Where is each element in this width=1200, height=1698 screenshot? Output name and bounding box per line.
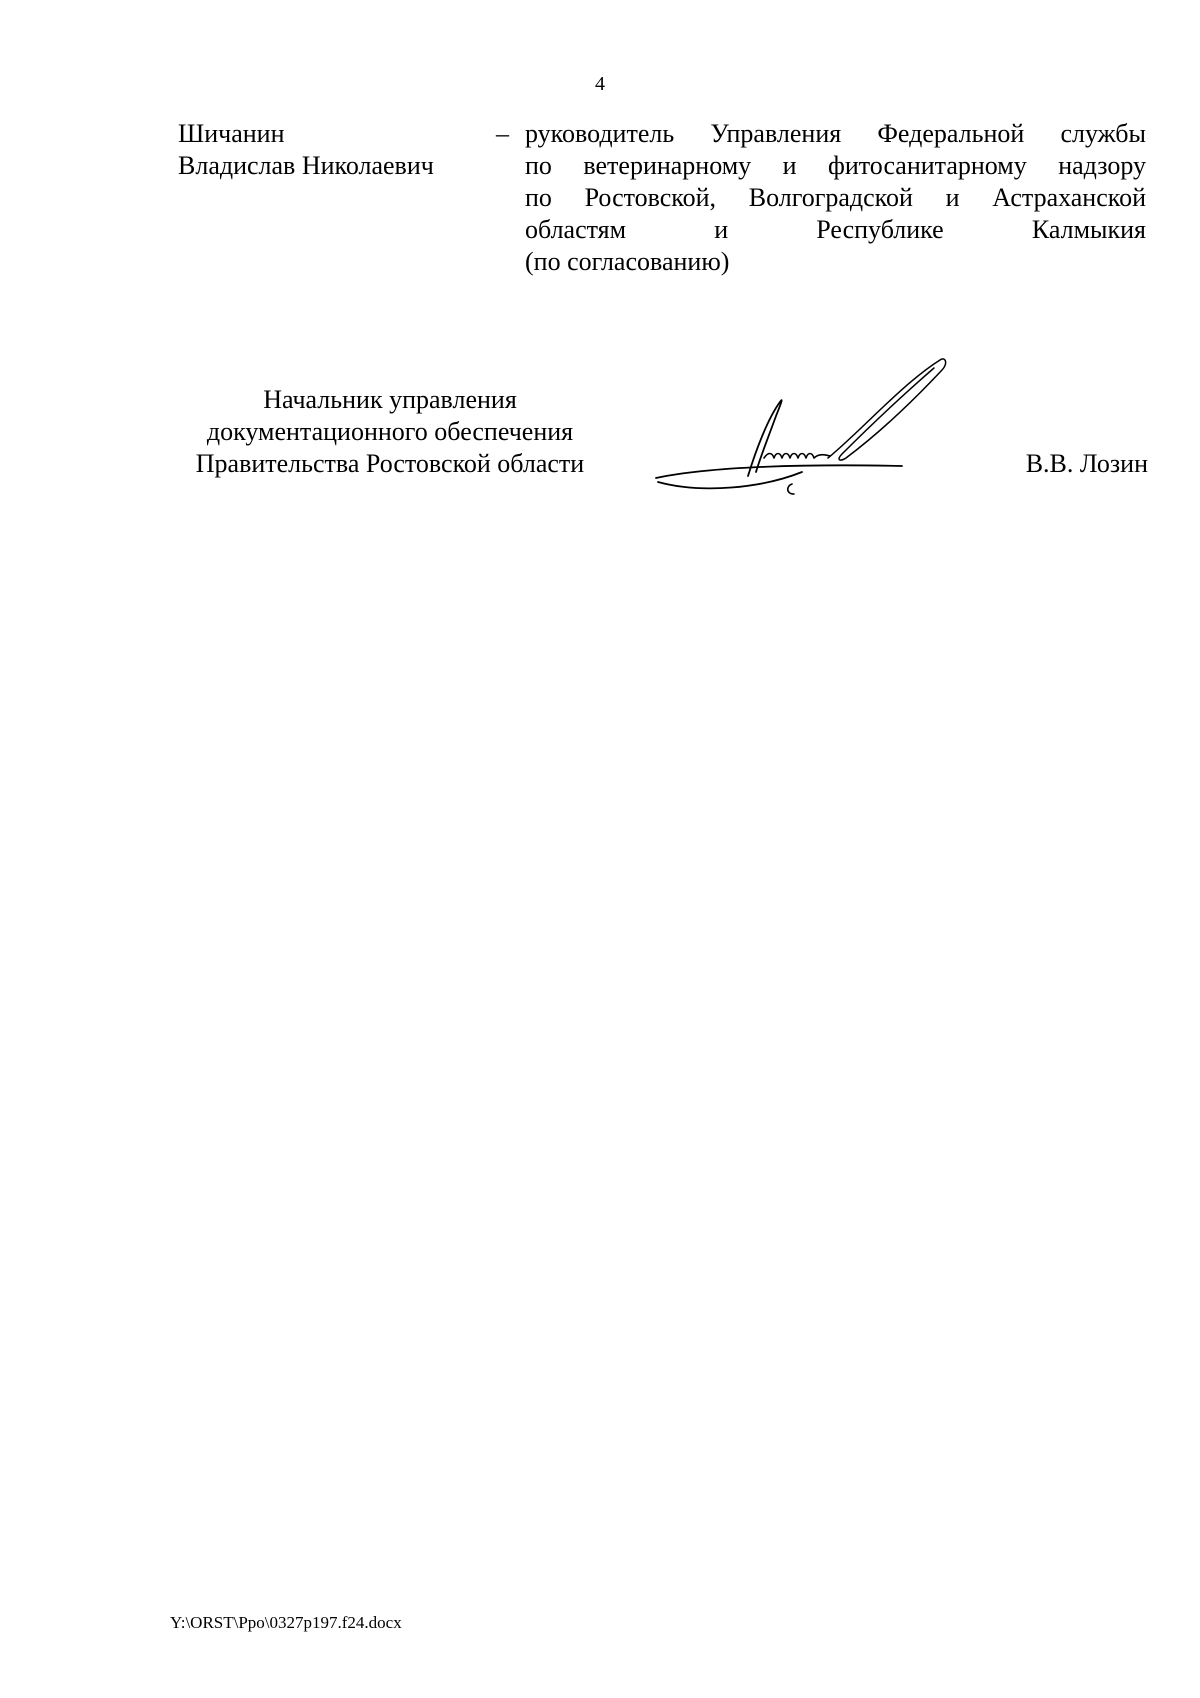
member-position	[525, 118, 1146, 278]
page-number: 4	[595, 73, 605, 95]
member-surname: Шичанин	[178, 119, 285, 148]
footer-file-path: Y:\ORST\Ppo\0327p197.f24.docx	[170, 1613, 402, 1632]
member-full-name	[178, 118, 478, 182]
member-position-line: руководитель Управления Федеральной службы	[525, 119, 1146, 148]
member-position-line: (по согласованию)	[525, 247, 730, 276]
member-position-line: по ветеринарному и фитосанитарному надзору	[525, 151, 1146, 180]
signer-name: В.В. Лозин	[1025, 449, 1148, 478]
member-position-line: по Ростовской, Волгоградской и Астраханской	[525, 183, 1146, 212]
signer-title-line: документационного обеспечения	[206, 417, 574, 446]
handwritten-signature	[652, 354, 982, 504]
signer-title-line: Правительства Ростовской области	[195, 449, 585, 478]
signer-title-line: Начальник управления	[263, 385, 517, 414]
member-given-names: Владислав Николаевич	[178, 151, 434, 180]
signer-title	[170, 384, 610, 480]
member-position-line: областям и Республике Калмыкия	[525, 215, 1146, 244]
member-dash: –	[496, 119, 509, 148]
